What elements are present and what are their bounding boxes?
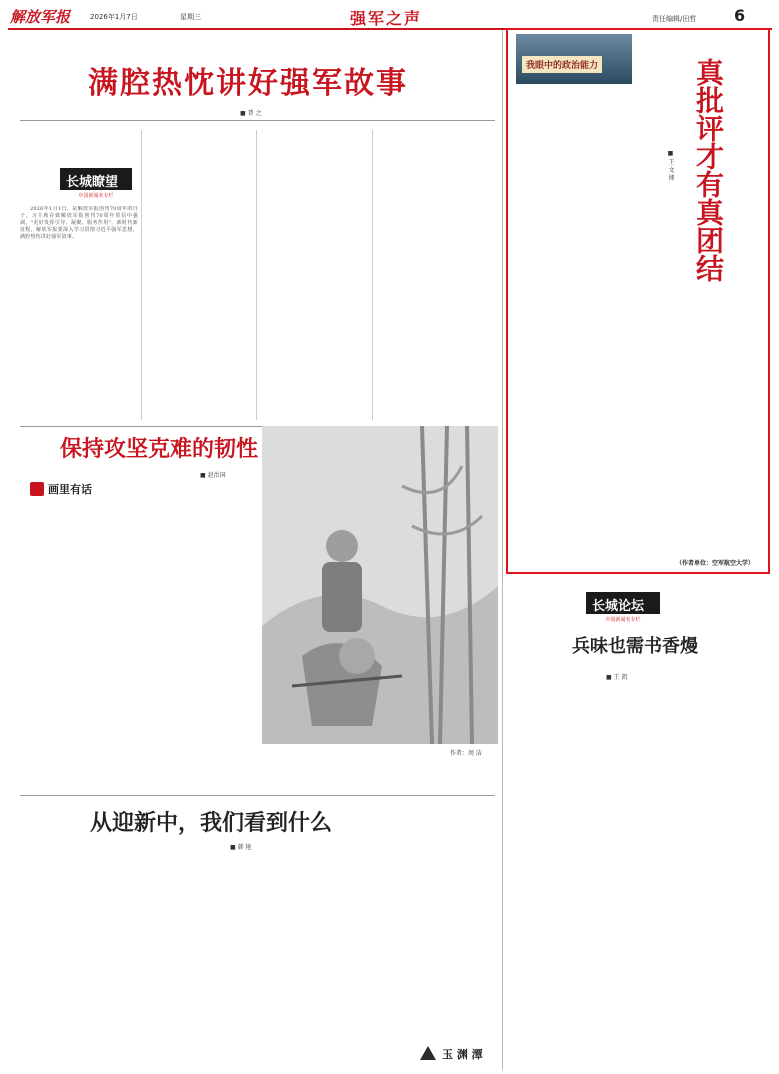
feature-banner-label: 我眼中的政治能力	[522, 56, 602, 73]
soldier-illustration	[262, 426, 498, 744]
feature-banner	[516, 34, 632, 84]
bottom-top-rule	[20, 795, 495, 796]
header-weekday: 星期三	[180, 13, 201, 21]
column-divider	[372, 130, 373, 420]
column-logo-hualiyouhua	[30, 478, 120, 500]
bottom-article-col-3	[260, 858, 368, 1063]
feature-col-1	[516, 90, 632, 565]
illustration-caption: 作者：周 洁	[450, 750, 482, 757]
masthead: 解放军报	[10, 8, 71, 26]
bottom-article-byline: ■ 韩 艳	[230, 844, 252, 851]
top-article-col-3	[260, 130, 368, 420]
column-divider	[256, 130, 257, 420]
top-article-title: 满腔热忱讲好强军故事	[88, 66, 408, 101]
column-logo-subtitle: 中国新闻名专栏	[78, 193, 114, 199]
top-article-col-4	[378, 130, 496, 420]
top-article-col-1	[20, 280, 138, 420]
middle-article-title: 保持攻坚克难的韧性	[60, 437, 259, 462]
bottom-article-col-4	[378, 858, 496, 1036]
column-logo-name: 长城瞭望	[66, 175, 119, 190]
middle-article-col-3	[262, 752, 380, 790]
feature-col-2	[637, 190, 695, 565]
side-column-byline: ■ 王 凯	[606, 674, 628, 681]
side-column-subtitle: 中国新闻名专栏	[605, 617, 641, 623]
top-article-col-2	[145, 130, 253, 420]
side-column-col-2	[637, 688, 767, 1063]
column-logo-label: 画里有话	[48, 483, 92, 496]
page-number: 6	[734, 6, 746, 25]
top-article-lead	[20, 206, 138, 276]
column-logo-name: 长城论坛	[592, 599, 645, 614]
side-column-title: 兵味也需书香熳	[572, 636, 698, 657]
signature-text: 玉 渊 潭	[442, 1048, 483, 1061]
side-column-col-1	[506, 688, 630, 1063]
bottom-article-title: 从迎新中，我们看到什么	[90, 811, 333, 836]
column-logo-changcheng-luntan	[586, 592, 660, 614]
top-article-byline: ■ 普 之	[240, 110, 262, 117]
middle-article-col-1	[20, 506, 138, 788]
middle-article-byline: ■ 赵治国	[200, 472, 226, 479]
header-editor: 责任编辑/田哲	[652, 15, 697, 23]
column-divider	[141, 130, 142, 420]
bookmark-icon	[420, 1046, 436, 1060]
feature-title: 真批评才有真团结	[692, 58, 725, 282]
section-title: 强军之声	[350, 9, 423, 28]
feature-byline: ■ 王 文 博	[667, 150, 674, 181]
yuyuantan-signature	[420, 1042, 496, 1064]
bottom-article-col-1	[20, 858, 138, 1063]
bottom-article-col-2	[145, 858, 253, 1063]
pencil-icon	[30, 482, 44, 496]
column-logo-changcheng-liaowang	[60, 168, 132, 190]
top-title-rule	[20, 120, 495, 121]
middle-article-col-2	[145, 488, 253, 788]
feature-author-note: （作者单位：空军航空大学）	[676, 560, 755, 567]
feature-col-3	[700, 250, 766, 550]
soldier-illustration-sketch	[262, 426, 498, 744]
top-article-lead-paragraph: 2026年1月1日，是解放军报创刊70周年的日子。习主席在致解放军报创刊70周年贺信中强调，"更好发挥引导、凝聚、服务作用"。新时代新征程，解放军报要深入学习贯彻习近平强军思想，满腔热忱讲好强军故事。	[20, 206, 138, 240]
column-divider	[502, 30, 503, 1070]
header-date: 2026年1月7日	[90, 13, 138, 21]
